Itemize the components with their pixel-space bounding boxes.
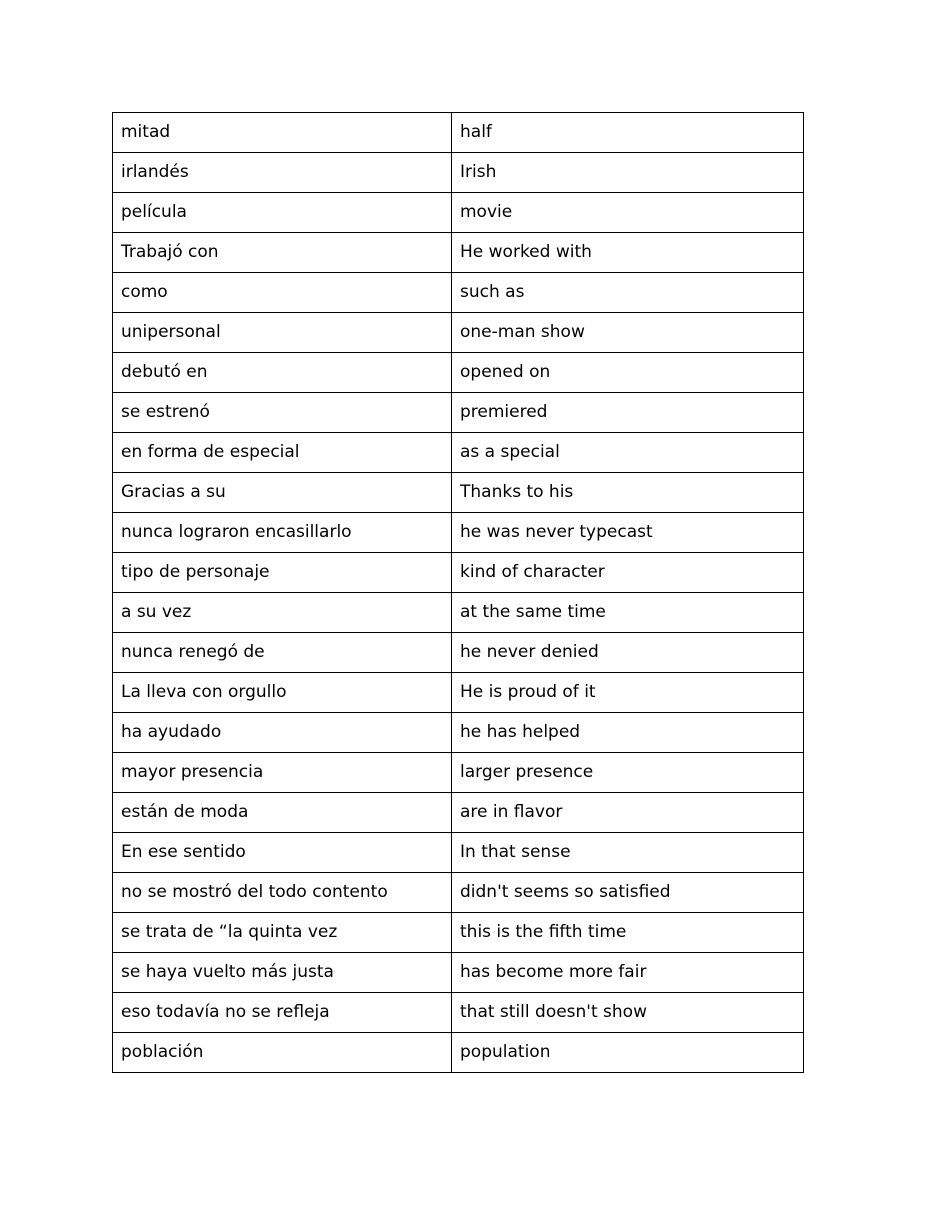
table-row — [113, 993, 804, 1033]
table-row — [113, 1033, 804, 1073]
english-translation: he was never typecast — [452, 513, 804, 553]
table-row — [113, 113, 804, 153]
table-row — [113, 793, 804, 833]
table-row — [113, 313, 804, 353]
table-row — [113, 193, 804, 233]
english-translation: didn't seems so satisfied — [452, 873, 804, 913]
spanish-term: como — [113, 273, 452, 313]
spanish-term: ha ayudado — [113, 713, 452, 753]
english-translation: he never denied — [452, 633, 804, 673]
table-row — [113, 753, 804, 793]
english-translation: He is proud of it — [452, 673, 804, 713]
table-row — [113, 673, 804, 713]
english-translation: one-man show — [452, 313, 804, 353]
table-row — [113, 553, 804, 593]
table-row — [113, 953, 804, 993]
spanish-term: unipersonal — [113, 313, 452, 353]
spanish-term: nunca lograron encasillarlo — [113, 513, 452, 553]
english-translation: has become more fair — [452, 953, 804, 993]
english-translation: Thanks to his — [452, 473, 804, 513]
spanish-term: mayor presencia — [113, 753, 452, 793]
english-translation: In that sense — [452, 833, 804, 873]
english-translation: kind of character — [452, 553, 804, 593]
spanish-term: En ese sentido — [113, 833, 452, 873]
table-row — [113, 633, 804, 673]
english-translation: population — [452, 1033, 804, 1073]
english-translation: such as — [452, 273, 804, 313]
english-translation: as a special — [452, 433, 804, 473]
spanish-term: tipo de personaje — [113, 553, 452, 593]
spanish-term: irlandés — [113, 153, 452, 193]
spanish-term: nunca renegó de — [113, 633, 452, 673]
english-translation: premiered — [452, 393, 804, 433]
table-row — [113, 393, 804, 433]
spanish-term: en forma de especial — [113, 433, 452, 473]
table-row — [113, 153, 804, 193]
english-translation: Irish — [452, 153, 804, 193]
table-row — [113, 873, 804, 913]
spanish-term: están de moda — [113, 793, 452, 833]
spanish-term: no se mostró del todo contento — [113, 873, 452, 913]
table-row — [113, 513, 804, 553]
english-translation: He worked with — [452, 233, 804, 273]
english-translation: movie — [452, 193, 804, 233]
english-translation: that still doesn't show — [452, 993, 804, 1033]
spanish-term: mitad — [113, 113, 452, 153]
table-row — [113, 913, 804, 953]
spanish-term: película — [113, 193, 452, 233]
spanish-term: debutó en — [113, 353, 452, 393]
english-translation: half — [452, 113, 804, 153]
table-row — [113, 273, 804, 313]
vocabulary-table — [112, 112, 804, 1073]
english-translation: this is the fifth time — [452, 913, 804, 953]
spanish-term: Gracias a su — [113, 473, 452, 513]
english-translation: at the same time — [452, 593, 804, 633]
english-translation: he has helped — [452, 713, 804, 753]
table-row — [113, 593, 804, 633]
english-translation: larger presence — [452, 753, 804, 793]
table-row — [113, 713, 804, 753]
table-row — [113, 233, 804, 273]
table-row — [113, 353, 804, 393]
english-translation: are in flavor — [452, 793, 804, 833]
spanish-term: a su vez — [113, 593, 452, 633]
spanish-term: se haya vuelto más justa — [113, 953, 452, 993]
spanish-term: Trabajó con — [113, 233, 452, 273]
spanish-term: se trata de “la quinta vez — [113, 913, 452, 953]
table-row — [113, 433, 804, 473]
spanish-term: La lleva con orgullo — [113, 673, 452, 713]
table-row — [113, 473, 804, 513]
spanish-term: se estrenó — [113, 393, 452, 433]
table-row — [113, 833, 804, 873]
spanish-term: población — [113, 1033, 452, 1073]
spanish-term: eso todavía no se refleja — [113, 993, 452, 1033]
english-translation: opened on — [452, 353, 804, 393]
